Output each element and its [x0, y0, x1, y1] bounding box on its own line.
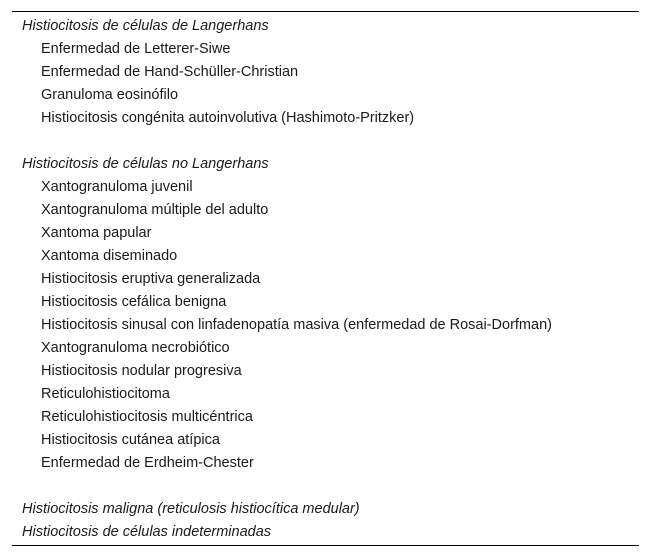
group-spacer — [22, 475, 639, 498]
group-title-langerhans: Histiocitosis de células de Langerhans — [22, 18, 269, 34]
group-spacer — [22, 130, 639, 153]
classification-table — [12, 11, 639, 546]
list-item: Histiocitosis congénita autoinvolutiva (Hashimoto-Pritzker) — [41, 110, 415, 126]
group-title-indeterminate: Histiocitosis de células indeterminadas — [22, 524, 272, 540]
list-item: Reticulohistiocitosis multicéntrica — [41, 409, 253, 425]
list-item: Histiocitosis nodular progresiva — [41, 363, 242, 379]
group-title-malignant: Histiocitosis maligna (reticulosis histiocítica medular) — [22, 501, 360, 517]
list-item: Reticulohistiocitoma — [41, 386, 170, 402]
group-title-non-langerhans: Histiocitosis de células no Langerhans — [22, 156, 269, 172]
list-item: Xantogranuloma juvenil — [41, 179, 193, 195]
list-item: Histiocitosis cefálica benigna — [41, 294, 227, 310]
list-item: Enfermedad de Hand-Schüller-Christian — [41, 64, 299, 80]
list-item: Xantogranuloma necrobiótico — [41, 340, 230, 356]
table-rows — [22, 15, 639, 544]
list-item: Histiocitosis eruptiva generalizada — [41, 271, 261, 287]
list-item: Granuloma eosinófilo — [41, 87, 179, 103]
list-item: Enfermedad de Letterer-Siwe — [41, 41, 231, 57]
list-item: Xantoma papular — [41, 225, 152, 241]
list-item: Histiocitosis cutánea atípica — [41, 432, 220, 448]
list-item: Histiocitosis sinusal con linfadenopatía masiva (enfermedad de Rosai-Dorfman) — [41, 317, 552, 333]
list-item: Enfermedad de Erdheim-Chester — [41, 455, 254, 471]
list-item: Xantoma diseminado — [41, 248, 178, 264]
list-item: Xantogranuloma múltiple del adulto — [41, 202, 269, 218]
